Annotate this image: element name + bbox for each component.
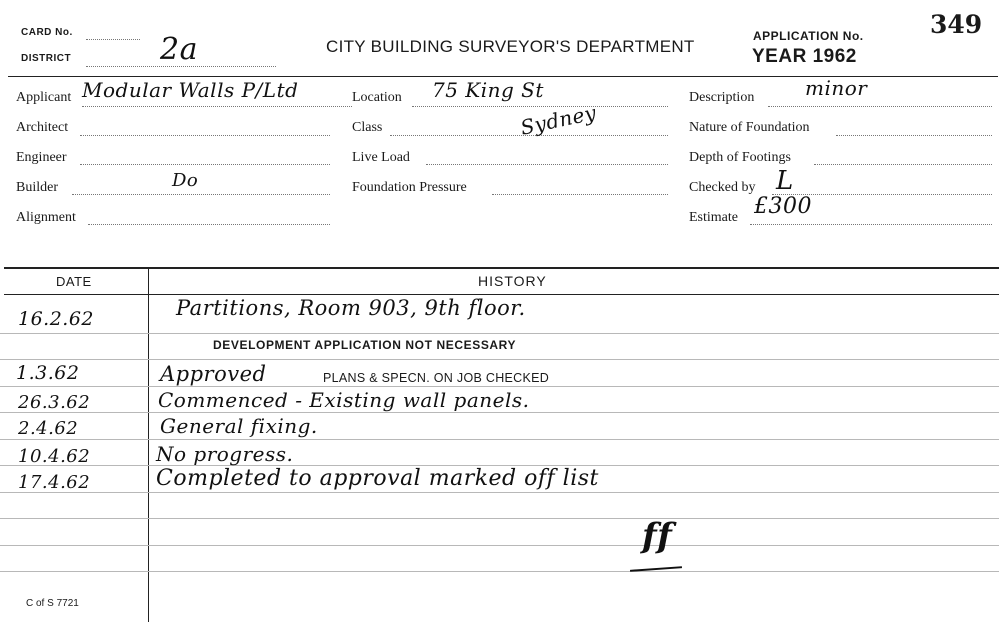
history-entry: Partitions, Room 903, 9th floor.	[176, 296, 526, 320]
engineer-line	[80, 164, 330, 165]
card-no-line	[86, 39, 140, 40]
builder-line	[72, 194, 330, 195]
history-date: 1.3.62	[16, 362, 80, 384]
ruled-line	[0, 439, 999, 440]
ruled-line	[0, 359, 999, 360]
ruled-line	[0, 492, 999, 493]
date-column-divider	[148, 267, 149, 622]
location-label: Location	[352, 90, 402, 105]
history-header-rule	[4, 294, 999, 295]
architect-line	[80, 135, 330, 136]
date-header: DATE	[56, 274, 92, 289]
ruled-line	[0, 333, 999, 334]
history-date: 10.4.62	[18, 446, 91, 467]
history-date: 16.2.62	[18, 308, 95, 330]
estimate-value: £300	[754, 194, 812, 219]
live-load-label: Live Load	[352, 150, 410, 165]
nature-of-foundation-label: Nature of Foundation	[689, 120, 810, 135]
history-entry: Commenced - Existing wall panels.	[158, 388, 530, 412]
description-line	[768, 106, 992, 107]
class-value: Sydney	[518, 100, 599, 140]
location-line	[412, 106, 668, 107]
application-number: 349	[930, 10, 983, 39]
ruled-line	[0, 386, 999, 387]
foundation-pressure-line	[492, 194, 668, 195]
depth-of-footings-label: Depth of Footings	[689, 150, 791, 165]
history-date: 2.4.62	[18, 418, 79, 439]
history-date: 26.3.62	[18, 392, 91, 413]
estimate-line	[750, 224, 992, 225]
year-label: YEAR 1962	[752, 46, 857, 67]
engineer-label: Engineer	[16, 150, 67, 165]
nature-of-foundation-line	[836, 135, 992, 136]
ruled-line	[0, 518, 999, 519]
location-value: 75 King St	[432, 78, 544, 102]
history-date: 17.4.62	[18, 472, 91, 493]
builder-label: Builder	[16, 180, 58, 195]
ruled-line	[0, 571, 999, 572]
card-no-label: CARD No.	[21, 27, 73, 38]
history-entry: Approved	[160, 362, 267, 386]
architect-label: Architect	[16, 120, 69, 135]
district-value: 2a	[160, 32, 198, 67]
applicant-line	[82, 106, 352, 107]
history-top-rule	[4, 267, 999, 269]
description-label: Description	[689, 90, 755, 105]
live-load-line	[426, 164, 668, 165]
form-code: C of S 7721	[26, 598, 79, 609]
applicant-label: Applicant	[16, 90, 72, 105]
description-value: minor	[805, 76, 868, 100]
ruled-line	[0, 412, 999, 413]
development-stamp: DEVELOPMENT APPLICATION NOT NECESSARY	[213, 338, 517, 352]
estimate-label: Estimate	[689, 210, 738, 225]
alignment-line	[88, 224, 330, 225]
history-entry: No progress.	[156, 442, 294, 466]
depth-of-footings-line	[814, 164, 992, 165]
alignment-label: Alignment	[16, 210, 76, 225]
department-title: CITY BUILDING SURVEYOR'S DEPARTMENT	[326, 37, 695, 56]
application-no-label: APPLICATION No.	[753, 29, 864, 43]
builder-value: Do	[172, 170, 199, 191]
history-entry: General fixing.	[160, 414, 318, 438]
applicant-value: Modular Walls P/Ltd	[82, 78, 299, 102]
foundation-pressure-label: Foundation Pressure	[352, 180, 467, 195]
checked-by-label: Checked by	[689, 180, 756, 195]
plans-checked-stamp: PLANS & SPECN. ON JOB CHECKED	[323, 371, 550, 385]
history-header: HISTORY	[478, 273, 547, 289]
history-entry: Completed to approval marked off list	[156, 466, 599, 491]
district-label: DISTRICT	[21, 53, 72, 64]
class-label: Class	[352, 120, 383, 135]
checked-by-value: L	[776, 166, 794, 196]
ruled-line	[0, 545, 999, 546]
signature: ff	[642, 516, 673, 556]
